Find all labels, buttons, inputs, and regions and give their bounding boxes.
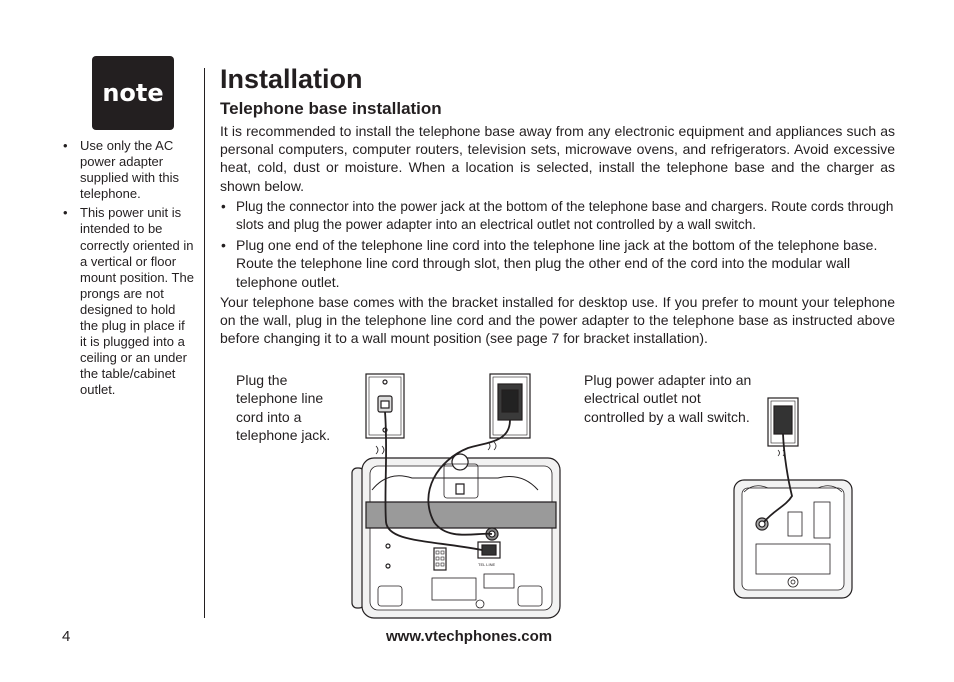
caption-telephone-jack: Plug the telephone line cord into a telephone jack. (236, 372, 331, 443)
bracket-paragraph: Your telephone base comes with the bracket installed for desktop use. If you prefer to mount your telephone on the wall, plug in the telephone line cord and the power adapter to the telephone base as instructed above before changing it to a wall mount position (see page 7 for bracket installation). (220, 293, 895, 347)
step-item: • Plug one end of the telephone line cord into the telephone line jack at the bottom of the telephone base. Route the telephone line cord through slot, then plug the other end of the cord into the modular wall telephone outlet. (220, 236, 895, 291)
charger-power-adapter (774, 406, 792, 434)
caption-power-outlet: Plug power adapter into an electrical outlet not controlled by a wall switch. (584, 372, 752, 425)
page-title: Installation (220, 64, 363, 94)
note-label: note (102, 79, 164, 107)
tel-line-jack-label: TEL LINE (478, 562, 496, 567)
vertical-divider (204, 68, 205, 618)
telephone-base-illustration (348, 372, 564, 620)
steps-list (220, 198, 895, 291)
side-note-item: • This power unit is intended to be correctly oriented in a vertical or floor mount position. The prongs are not designed to hold the plug in place if it is plugged into a ceiling or an under the table/cabinet outlet. (62, 205, 194, 398)
step-item: • Plug the connector into the power jack at the bottom of the telephone base and chargers. Route cords through slots and plug the power adapter into an electrical outlet not controlled by a wall switch. (220, 198, 895, 234)
page-number: 4 (62, 628, 71, 645)
charger-illustration (730, 396, 856, 602)
main-content (220, 62, 895, 347)
footer-website: www.vtechphones.com (386, 628, 553, 645)
note-badge (92, 56, 174, 130)
side-notes-list (62, 138, 194, 402)
section-title: Telephone base installation (220, 99, 442, 118)
wall-mount-bracket (366, 502, 556, 528)
side-note-item: • Use only the AC power adapter supplied with this telephone. (62, 138, 194, 202)
intro-paragraph: It is recommended to install the telephone base away from any electronic equipment and appliances such as personal computers, computer routers, television sets, microwave ovens, and refrigerators. Avoid excessive heat, cold, dust or moisture. When a location is selected, install the telephone base and the charger as shown below. (220, 123, 895, 194)
